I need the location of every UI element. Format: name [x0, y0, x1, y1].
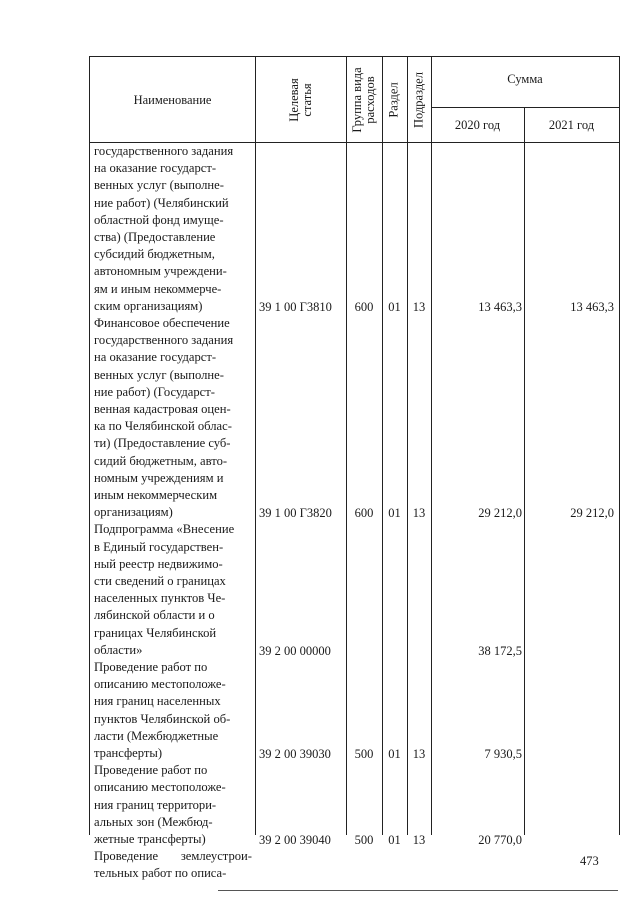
description-line: сти сведений о границах [94, 574, 226, 588]
description-line: тельных работ по описа- [94, 866, 227, 881]
description-line: государственного задания [94, 333, 234, 348]
col-divider [524, 107, 525, 835]
description-line: ка по Челябинской облас- [94, 419, 232, 434]
description-line: ние работ) (Государст- [94, 384, 215, 399]
col-divider [431, 57, 432, 835]
row-description [94, 521, 252, 659]
description-line: области» [94, 642, 143, 657]
description-line: венных услуг (выполне- [94, 367, 224, 382]
description-line: венная кадастровая оцен- [94, 402, 231, 417]
cell-section: 01 [388, 506, 401, 521]
description-line: трансферты) [94, 746, 163, 761]
cell-group: 500 [354, 833, 374, 847]
cell-code: 39 2 00 39040 [259, 833, 331, 847]
cell-y2021: 29 212,0 [570, 506, 614, 521]
description-line: ния границ территори- [94, 797, 217, 812]
row-description [94, 659, 252, 762]
description-line: ный реестр недвижимо- [94, 556, 223, 571]
description-line: Подпрограмма «Внесение [94, 522, 235, 537]
description-line: венных услуг (выполне- [94, 178, 224, 193]
header-subsection: Подраздел [411, 72, 426, 128]
description-line: ние работ) (Челябинский [94, 195, 229, 210]
description-line: на оказание государст- [94, 350, 217, 365]
cell-y2020: 13 463,3 [478, 299, 522, 314]
header-section: Раздел [386, 82, 401, 118]
description-line: описанию местоположе- [94, 780, 226, 795]
cell-group: 600 [354, 506, 374, 521]
description-line: ласти (Межбюджетные [94, 728, 219, 743]
description-line: лябинской области и о [94, 608, 215, 623]
cell-y2020: 29 212,0 [478, 506, 522, 521]
description-line: описанию местоположе- [94, 677, 226, 692]
cell-code: 39 2 00 00000 [259, 643, 331, 658]
description-line: организациям) [94, 505, 173, 520]
description-line: пунктов Челябинской об- [94, 711, 231, 726]
row-description [94, 848, 252, 882]
description-line: ти) (Предоставление суб- [94, 436, 231, 451]
cell-section: 01 [388, 747, 401, 761]
col-divider [382, 57, 383, 835]
description-line: Проведение работ по [94, 763, 208, 778]
description-line: ским организациям) [94, 298, 203, 313]
header-sum: Сумма [507, 72, 543, 86]
description-line: сидий бюджетным, авто- [94, 453, 228, 468]
header-group: Группа вида расходов [350, 67, 377, 133]
col-divider [346, 57, 347, 835]
description-line: Проведение землеустрои- [94, 849, 252, 864]
row-description [94, 315, 252, 521]
header-divider [431, 107, 619, 108]
description-line: ства) (Предоставление [94, 230, 216, 245]
description-line: иным некоммерческим [94, 488, 218, 503]
description-line: государственного задания [94, 144, 234, 158]
cell-group: 600 [354, 299, 374, 314]
cell-y2020: 38 172,5 [478, 643, 522, 658]
cell-subsection: 13 [412, 506, 426, 521]
page-number: 473 [580, 854, 599, 868]
cell-code: 39 2 00 39030 [259, 747, 331, 761]
col-divider [407, 57, 408, 835]
description-line: Проведение работ по [94, 660, 208, 674]
description-line: альных зон (Межбюд- [94, 814, 213, 829]
description-line: жетные трансферты) [94, 832, 206, 846]
cell-code: 39 1 00 Г3810 [259, 299, 332, 314]
cell-y2020: 20 770,0 [478, 833, 522, 847]
cell-y2020: 7 930,5 [484, 747, 522, 761]
description-line: ния границ населенных [94, 694, 221, 709]
page-edge-line [218, 890, 618, 891]
description-line: в Единый государствен- [94, 539, 224, 554]
cell-code: 39 1 00 Г3820 [259, 506, 332, 521]
description-line: ям и иным некоммерче- [94, 281, 222, 296]
cell-subsection: 13 [412, 747, 426, 761]
cell-group: 500 [354, 747, 374, 761]
description-line: номным учреждениям и [94, 470, 224, 485]
header-name: Наименование [133, 93, 212, 107]
cell-section: 01 [388, 833, 401, 847]
description-line: областной фонд имуще- [94, 212, 224, 227]
row-description [94, 143, 252, 315]
description-line: Финансовое обеспечение [94, 316, 230, 330]
description-line: автономным учреждени- [94, 264, 227, 279]
description-line: границах Челябинской [94, 625, 217, 640]
description-line: субсидий бюджетным, [94, 247, 215, 262]
description-line: на оказание государст- [94, 161, 217, 176]
cell-subsection: 13 [412, 833, 426, 847]
cell-subsection: 13 [412, 299, 426, 314]
cell-y2021: 13 463,3 [570, 299, 614, 314]
header-2021: 2021 год [548, 118, 595, 132]
header-target: Целевая статья [287, 78, 314, 122]
col-divider [255, 57, 256, 835]
header-2020: 2020 год [454, 118, 501, 132]
row-description [94, 762, 252, 848]
description-line: населенных пунктов Че- [94, 591, 226, 606]
cell-section: 01 [388, 299, 401, 314]
